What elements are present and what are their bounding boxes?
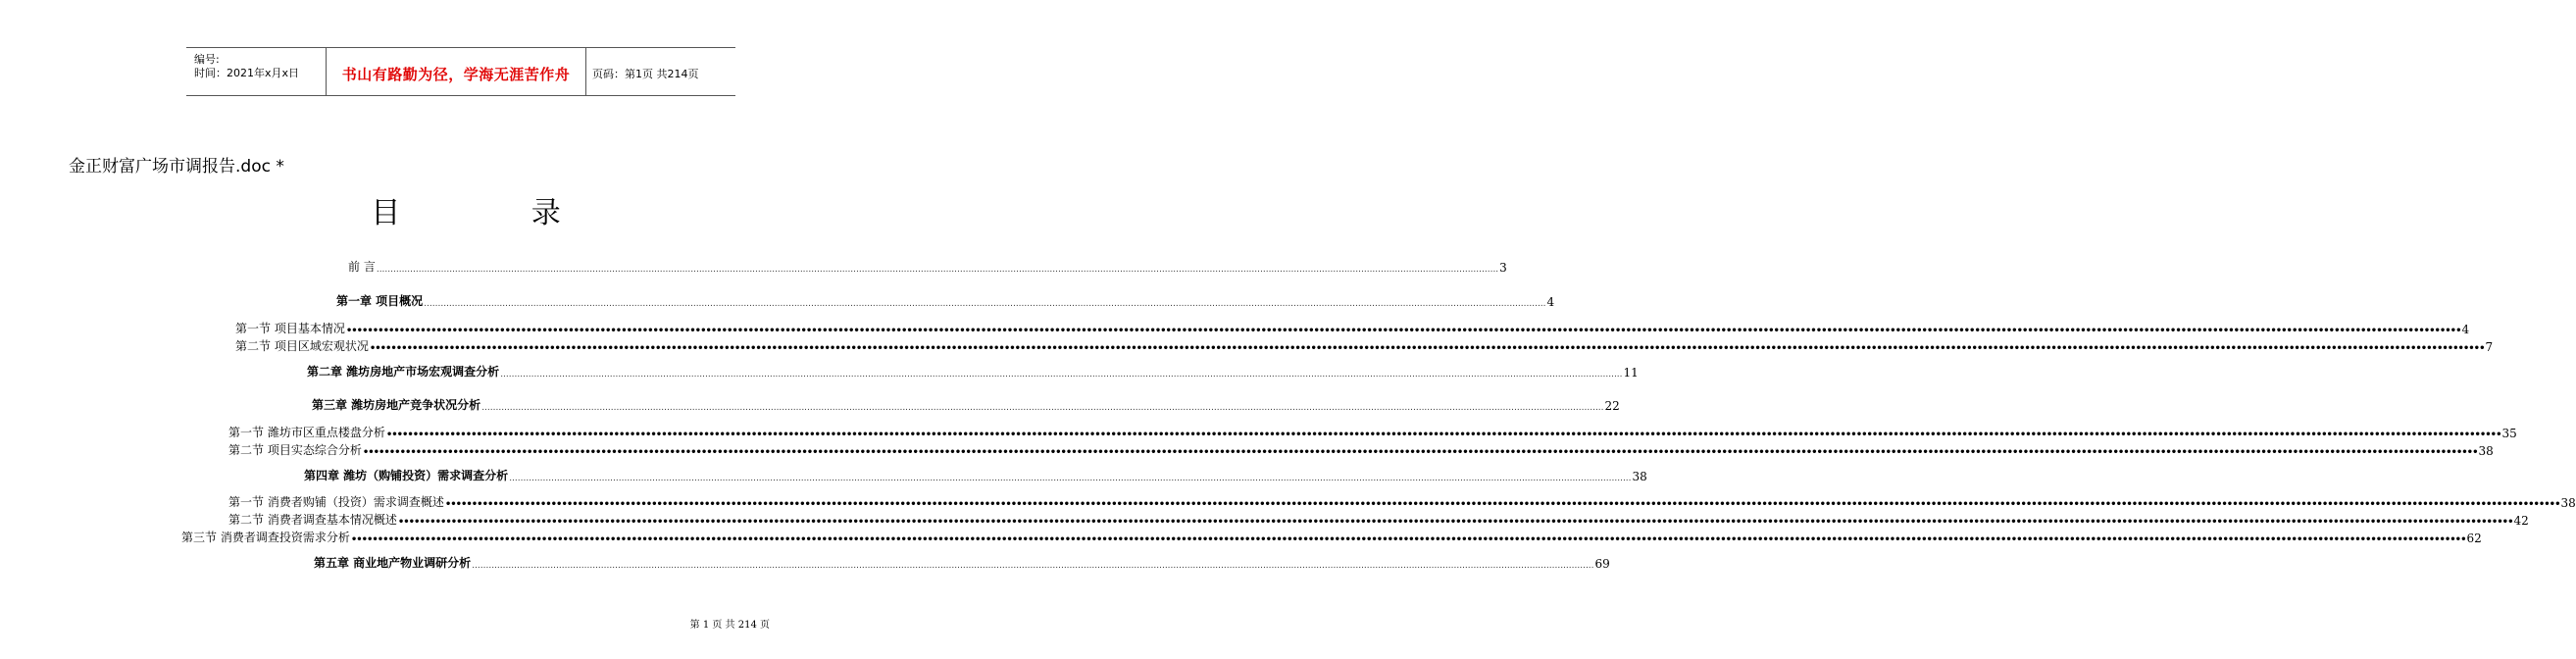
toc-entry-page: 4 <box>1546 295 1555 309</box>
toc-entry[interactable] <box>304 466 1647 483</box>
page-header <box>186 47 735 96</box>
toc-dot-leader: •••••••••••••••••••••••••••••••••••••••••••••••••••••••••••••••••••••••••••••••••••••••••••••••••••••••••••••••••••••••••••••••••••••••••••••••••••••••••••••••••••••••••••••••••••••••••••••••••••••••••••••••••••••••••••••••••••••••••••••••••••••••••••••••••••••••••••••••••••••••••••••••••••••••••••••••••••••••••••••••••••••••••••••••••••••••••••••••••••••••••••••••••••••••••••••••••••••••••••••••• <box>362 447 2478 458</box>
toc-entry-label: 第二节 项目区域宏观状况 <box>235 339 369 353</box>
toc-entry-page: 4 <box>2461 323 2470 336</box>
toc-dot-leader: •••••••••••••••••••••••••••••••••••••••••••••••••••••••••••••••••••••••••••••••••••••••••••••••••••••••••••••••••••••••••••••••••••••••••••••••••••••••••••••••••••••••••••••••••••••••••••••••••••••••••••••••••••••••••••••••••••••••••••••••••••••••••••••••••••••••••••••••••••••••••••••••••••••••••••••••••••••••••••••••••••••••••••••••••••••••••••••••••••••••••••••••••••••••••••••••••••••••••••••••• <box>444 499 2560 510</box>
toc-entry-label: 第二节 项目实态综合分析 <box>228 443 362 457</box>
toc-entry-label: 第一节 项目基本情况 <box>235 322 345 335</box>
toc-entry-page: 38 <box>1632 470 1647 483</box>
toc-dot-leader: •••••••••••••••••••••••••••••••••••••••••••••••••••••••••••••••••••••••••••••••••••••••••••••••••••••••••••••••••••••••••••••••••••••••••••••••••••••••••••••••••••••••••••••••••••••••••••••••••••••••••••••••••••••••••••••••••••••••••••••••••••••••••••••••••••••••••••••••••••••••••••••••••••••••••••••••••••••••••••••••••••••••••••••••••••••••••••••••••••••••••••••••••••••••••••••••••••••••••••••••• <box>345 326 2461 336</box>
toc-dot-leader: •••••••••••••••••••••••••••••••••••••••••••••••••••••••••••••••••••••••••••••••••••••••••••••••••••••••••••••••••••••••••••••••••••••••••••••••••••••••••••••••••••••••••••••••••••••••••••••••••••••••••••••••••••••••••••••••••••••••••••••••••••••••••••••••••••••••••••••••••••••••••••••••••••••••••••••••••••••••••••••••••••••••••••••••••••••••••••••••••••••••••••••••••••••••••••••••••••••••••••••••• <box>397 517 2513 528</box>
toc-entry-label: 第一节 潍坊市区重点楼盘分析 <box>228 426 385 439</box>
toc-entry-label: 第一章 项目概况 <box>336 294 424 308</box>
toc-entry-page: 62 <box>2466 532 2482 545</box>
toc-entry[interactable] <box>235 319 2470 336</box>
toc-title: 目 录 <box>371 196 622 230</box>
toc-entry-page: 35 <box>2501 427 2517 440</box>
toc-entry-label: 第二节 消费者调查基本情况概述 <box>228 513 397 527</box>
toc-entry[interactable] <box>348 257 1507 275</box>
toc-entry[interactable] <box>228 440 2494 458</box>
toc-entry[interactable] <box>312 395 1620 413</box>
toc-dot-leader: ................................................................................................................................................................................................................................................................................................................................................................................................................ <box>481 403 1604 413</box>
toc-dot-leader: •••••••••••••••••••••••••••••••••••••••••••••••••••••••••••••••••••••••••••••••••••••••••••••••••••••••••••••••••••••••••••••••••••••••••••••••••••••••••••••••••••••••••••••••••••••••••••••••••••••••••••••••••••••••••••••••••••••••••••••••••••••••••••••••••••••••••••••••••••••••••••••••••••••••••••••••••••••••••••••••••••••••••••••••••••••••••••••••••••••••••••••••••••••••••••••••••••••••••••••••• <box>385 430 2501 440</box>
toc-entry-page: 22 <box>1604 399 1620 413</box>
toc-entry-page: 38 <box>2478 444 2494 458</box>
toc-entry-page: 38 <box>2560 496 2576 510</box>
toc-entry-label: 前 言 <box>348 260 376 274</box>
toc-entry-label: 第三章 潍坊房地产竞争状况分析 <box>312 398 481 412</box>
toc-dot-leader: ................................................................................................................................................................................................................................................................................................................................................................................................................ <box>509 474 1632 483</box>
toc-entry-page: 11 <box>1623 366 1639 380</box>
toc-entry-page: 42 <box>2513 514 2529 528</box>
toc-entry[interactable] <box>307 362 1639 380</box>
header-motto: 书山有路勤为径，学海无涯苦作舟 <box>341 66 571 83</box>
document-filename: 金正财富广场市调报告.doc * <box>69 157 284 177</box>
toc-entry[interactable] <box>228 492 2576 510</box>
toc-dot-leader: ................................................................................................................................................................................................................................................................................................................................................................................................................ <box>376 265 1499 275</box>
toc-entry[interactable] <box>228 423 2517 440</box>
page-footer: 第 1 页 共 214 页 <box>689 620 770 631</box>
toc-entry[interactable] <box>181 528 2482 545</box>
toc-dot-leader: ................................................................................................................................................................................................................................................................................................................................................................................................................ <box>424 299 1546 309</box>
toc-dot-leader: ................................................................................................................................................................................................................................................................................................................................................................................................................ <box>500 370 1623 380</box>
toc-entry-label: 第一节 消费者购铺（投资）需求调查概述 <box>228 495 444 509</box>
document-number-label: 编号: <box>194 53 220 66</box>
document-time-label: 时间：2021年x月x日 <box>194 67 300 79</box>
toc-entry[interactable] <box>336 291 1555 309</box>
toc-entry-label: 第五章 商业地产物业调研分析 <box>314 556 472 570</box>
toc-dot-leader: •••••••••••••••••••••••••••••••••••••••••••••••••••••••••••••••••••••••••••••••••••••••••••••••••••••••••••••••••••••••••••••••••••••••••••••••••••••••••••••••••••••••••••••••••••••••••••••••••••••••••••••••••••••••••••••••••••••••••••••••••••••••••••••••••••••••••••••••••••••••••••••••••••••••••••••••••••••••••••••••••••••••••••••••••••••••••••••••••••••••••••••••••••••••••••••••••••••••••••••••• <box>369 343 2485 354</box>
toc-entry-page: 7 <box>2485 340 2494 354</box>
toc-entry-label: 第四章 潍坊（购铺投资）需求调查分析 <box>304 469 509 482</box>
toc-dot-leader: ................................................................................................................................................................................................................................................................................................................................................................................................................ <box>472 561 1594 571</box>
toc-dot-leader: •••••••••••••••••••••••••••••••••••••••••••••••••••••••••••••••••••••••••••••••••••••••••••••••••••••••••••••••••••••••••••••••••••••••••••••••••••••••••••••••••••••••••••••••••••••••••••••••••••••••••••••••••••••••••••••••••••••••••••••••••••••••••••••••••••••••••••••••••••••••••••••••••••••••••••••••••••••••••••••••••••••••••••••••••••••••••••••••••••••••••••••••••••••••••••••••••••••••••••••••• <box>350 534 2466 545</box>
header-page-info: 页码：第1页 共214页 <box>592 68 699 80</box>
toc-entry-page: 69 <box>1594 557 1610 571</box>
toc-entry-page: 3 <box>1499 261 1507 275</box>
toc-entry-label: 第三节 消费者调查投资需求分析 <box>181 531 350 544</box>
toc-entry[interactable] <box>235 336 2494 354</box>
toc-entry[interactable] <box>228 510 2529 528</box>
header-info-cell <box>186 48 327 95</box>
header-motto-cell <box>327 48 586 95</box>
toc-entry-label: 第二章 潍坊房地产市场宏观调查分析 <box>307 365 500 379</box>
toc-entry[interactable] <box>314 553 1610 571</box>
header-page-cell <box>586 48 735 95</box>
